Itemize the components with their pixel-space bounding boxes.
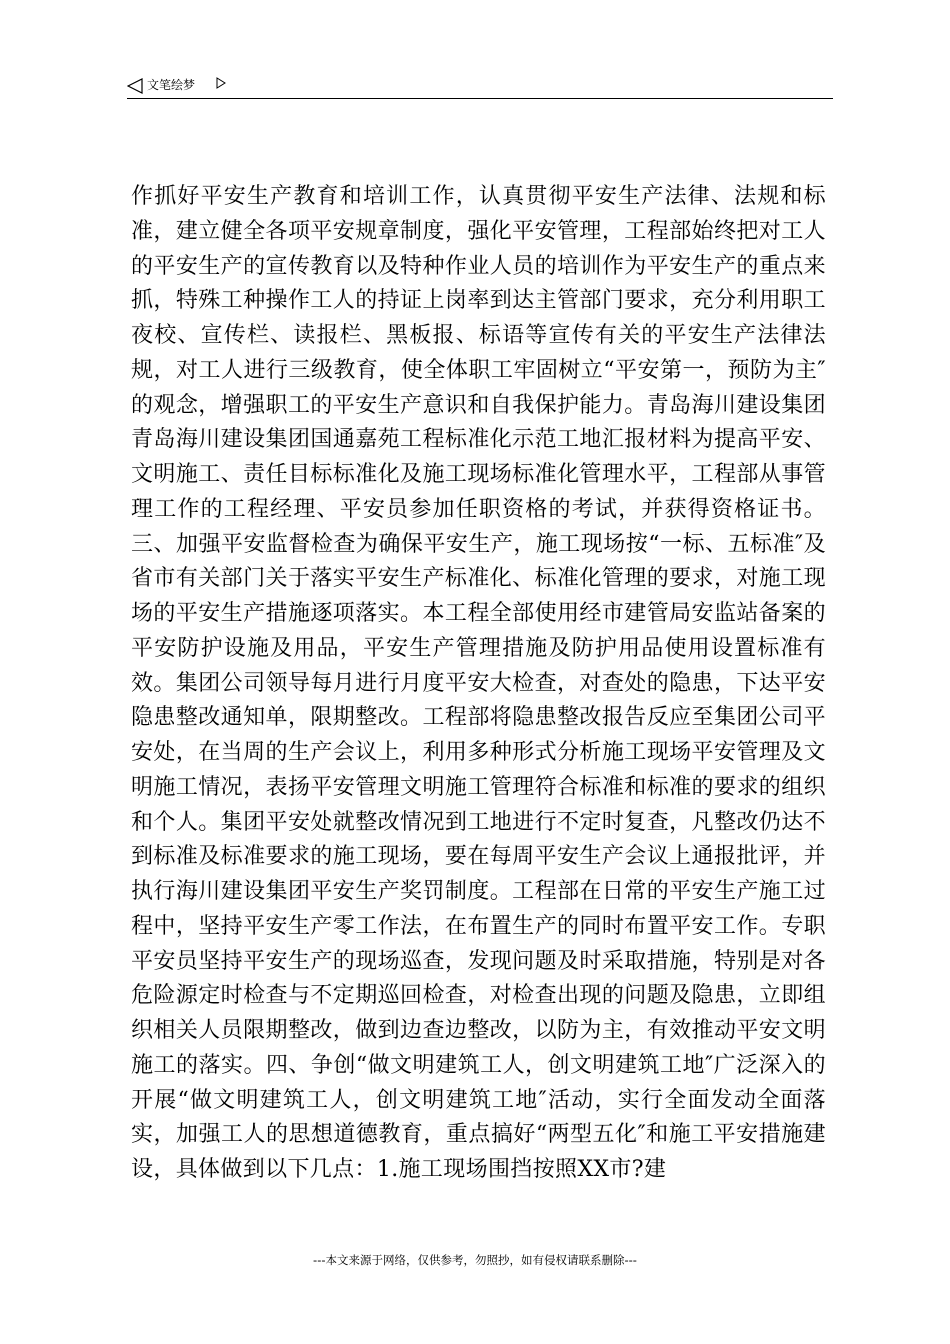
triangle-left-outline-icon [127,78,143,94]
header-title: 文笔绘梦 [147,78,196,92]
body-paragraph: 作抓好平安生产教育和培训工作，认真贯彻平安生产法律、法规和标准，建立健全各项平安规章制度，强化平安管理，工程部始终把对工人的平安生产的宣传教育以及特种作业人员的培训作为平安生产的重点来抓，特殊工种操作工人的持证上岗率到达主管部门要求，充分利用职工夜校、宣传栏、读报栏、黑板报、标语等宣传有关的平安生产法律法规，对工人进行三级教育，使全体职工牢固树立“平安第一，预防为主″的观念，增强职工的平安生产意识和自我保护能力。青岛海川建设集团青岛海川建设集团国通嘉苑工程标准化示范工地汇报材料为提高平安、文明施工、责任目标标准化及施工现场标准化管理水平，工程部从事管理工作的工程经理、平安员参加任职资格的考试，并获得资格证书。三、加强平安监督检查为确保平安生产，施工现场按“一标、五标准″及省市有关部门关于落实平安生产标准化、标准化管理的要求，对施工现场的平安生产措施逐项落实。本工程全部使用经市建管局安监站备案的平安防护设施及用品，平安生产管理措施及防护用品使用设置标准有效。集团公司领导每月进行月度平安大检查，对查处的隐患，下达平安隐患整改通知单，限期整改。工程部将隐患整改报告反应至集团公司平安处，在当周的生产会议上，利用多种形式分析施工现场平安管理及文明施工情况，表扬平安管理文明施工管理符合标准和标准的要求的组织和个人。集团平安处就整改情况到工地进行不定时复查，凡整改仍达不到标准及标准要求的施工现场，要在每周平安生产会议上通报批评，并执行海川建设集团平安生产奖罚制度。工程部在日常的平安生产施工过程中，坚持平安生产零工作法，在布置生产的同时布置平安工作。专职平安员坚持平安生产的现场巡查，发现问题及时采取措施，特别是对各危险源定时检查与不定期巡回检查，对检查出现的问题及隐患，立即组织相关人员限期整改，做到边查边整改，以防为主，有效推动平安文明施工的落实。四、争创“做文明建筑工人，创文明建筑工地″广泛深入的开展“做文明建筑工人，创文明建筑工地″活动，实行全面发动全面落实，加强工人的思想道德教育，重点搞好“两型五化″和施工平安措施建设，具体做到以下几点：1.施工现场围挡按照XX市?建 [131,184,826,1182]
page-header [127,74,833,99]
footer-disclaimer: ---本文来源于网络，仅供参考，勿照抄，如有侵权请联系删除--- [313,1253,637,1267]
triangle-right-outline-icon [216,77,226,89]
